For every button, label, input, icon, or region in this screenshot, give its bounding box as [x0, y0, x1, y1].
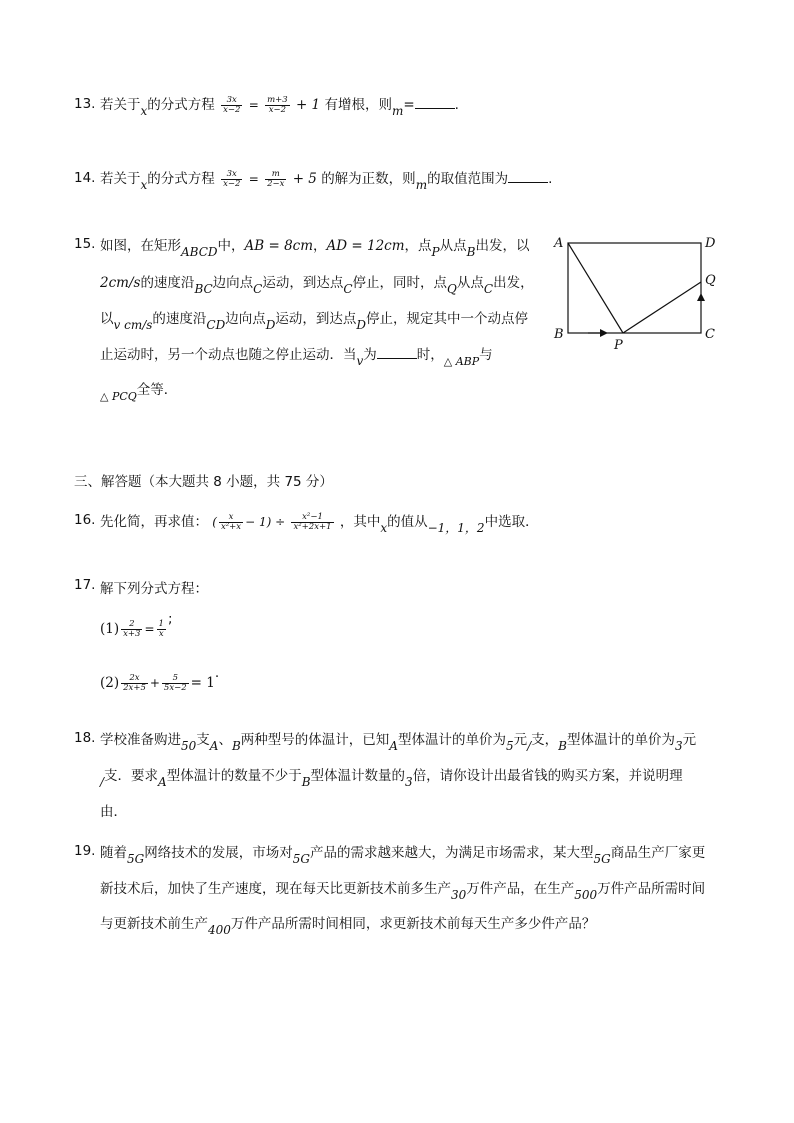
question-line: /支．要求A型体温计的数量不少于B型体温计数量的3倍，请你设计出最省钱的购买方案，并说明理: [100, 768, 683, 789]
fraction: $\frac{m+3}{x-2}$: [267, 94, 288, 115]
segment-ap: [568, 243, 623, 333]
subquestion-1: (1) $\frac{2}{x+3}$ = $\frac{1}{x}$ ;: [100, 611, 173, 639]
arrow-right-icon: [600, 329, 608, 337]
fraction: $\frac{\text{x²−1}}{\text{x²+2x+1}}$: [293, 511, 332, 532]
subquestion-2: (2) $\frac{2x}{2x+5}$ + $\frac{5}{5x-2}$ = 1.: [100, 665, 220, 693]
label-b: B: [554, 327, 564, 342]
question-line: 与更新技术前生产400万件产品所需时间相同，求更新技术前每天生产多少件产品？: [100, 916, 596, 937]
question-line: $_{\triangle PCQ}$全等．: [100, 382, 178, 403]
label-c: C: [705, 327, 715, 342]
rectangle-abcd: [568, 243, 701, 333]
fraction: $\frac{x}{\text{x²+x}}$: [220, 511, 242, 532]
question-line: 如图，在矩形ABCD中，AB = 8cm，AD = 12cm，点P从点B出发，以: [100, 238, 530, 259]
question-line: 由．: [100, 804, 127, 820]
question-number: 15.: [74, 236, 96, 252]
question-line: 止运动时，另一个动点也随之停止运动．当v为 时，$_{\triangle ABP}$与: [100, 347, 493, 368]
label-p: P: [614, 338, 623, 352]
question-number: 13.: [74, 96, 96, 112]
fraction: $\frac{3x}{x-2}$: [223, 94, 241, 115]
question-text: 先化简，再求值： ( $\frac{x}{\text{x²+x}}$ − 1) ÷ $\frac{\text{x²−1}}{\text{x²+2x+1}}$ ，其中x的值从−1，1，2中选取．: [100, 511, 539, 535]
segment-pq: [623, 282, 701, 333]
section-title: 三、解答题（本大题共 8 小题，共 75 分）: [74, 474, 333, 490]
fraction: $\frac{m}{2-x}$: [267, 168, 285, 189]
question-line: 随着5G网络技术的发展，市场对5G产品的需求越来越大，为满足市场需求，某大型5G商品生产厂家更: [100, 845, 706, 866]
answer-blank[interactable]: [415, 98, 455, 109]
question-number: 14.: [74, 170, 96, 186]
question-line: 以v cm/s的速度沿CD边向点D运动，到达点D停止，规定其中一个动点停: [100, 311, 528, 332]
question-number: 17.: [74, 577, 96, 593]
question-number: 19.: [74, 843, 96, 859]
answer-blank[interactable]: [377, 348, 417, 359]
rectangle-figure: [548, 230, 728, 352]
question-line: 新技术后，加快了生产速度，现在每天比更新技术前多生产30万件产品，在生产500万件产品所需时间: [100, 881, 706, 902]
answer-blank[interactable]: [508, 172, 548, 183]
question-number: 18.: [74, 730, 96, 746]
label-q: Q: [705, 273, 716, 288]
question-line: 2cm/s的速度沿BC边向点C运动，到达点C停止，同时，点Q从点C出发，: [100, 275, 534, 296]
label-a: A: [554, 236, 564, 251]
question-text: 若关于x的分式方程 $\frac{3x}{x-2}$ = $\frac{m}{2-x}$ + 5 的解为正数，则m的取值范围为 .: [100, 168, 553, 192]
question-number: 16.: [74, 512, 96, 528]
question-line: 学校准备购进50支A、B两种型号的体温计，已知A型体温计的单价为5元/支，B型体温计的单价为3元: [100, 732, 697, 753]
label-d: D: [705, 236, 716, 251]
question-text: 若关于x的分式方程 $\frac{3x}{x-2}$ = $\frac{m+3}{x-2}$ + 1 有增根，则m= .: [100, 94, 459, 118]
fraction: $\frac{3x}{x-2}$: [223, 168, 241, 189]
arrow-up-icon: [697, 293, 705, 301]
question-text: 解下列分式方程：: [100, 581, 208, 597]
